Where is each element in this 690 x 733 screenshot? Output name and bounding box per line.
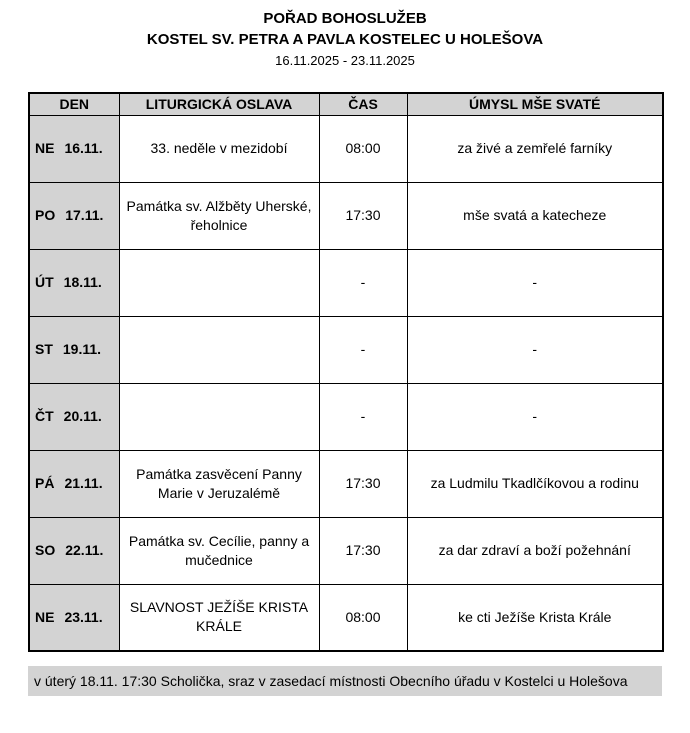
day-date: 23.11. bbox=[64, 608, 103, 625]
celebration-cell: SLAVNOST JEŽÍŠE KRISTA KRÁLE bbox=[119, 584, 319, 651]
intention-cell: - bbox=[407, 249, 663, 316]
column-header-time: ČAS bbox=[319, 93, 407, 115]
time-cell: 08:00 bbox=[319, 584, 407, 651]
day-date: 18.11. bbox=[63, 274, 102, 291]
table-row bbox=[29, 115, 663, 182]
celebration-cell bbox=[119, 249, 319, 316]
day-abbreviation: ST bbox=[35, 341, 53, 358]
day-abbreviation: ČT bbox=[35, 408, 54, 425]
celebration-cell: Památka sv. Alžběty Uherské, řeholnice bbox=[119, 182, 319, 249]
day-cell bbox=[29, 450, 119, 517]
day-abbreviation: ÚT bbox=[35, 274, 54, 291]
day-abbreviation: NE bbox=[35, 140, 55, 157]
time-cell: - bbox=[319, 316, 407, 383]
table-row bbox=[29, 316, 663, 383]
day-abbreviation: PO bbox=[35, 207, 56, 224]
time-cell: - bbox=[319, 249, 407, 316]
column-header-intention: ÚMYSL MŠE SVATÉ bbox=[407, 93, 663, 115]
footer-note: v úterý 18.11. 17:30 Scholička, sraz v zasedací místnosti Obecního úřadu v Kostelci u Holešova bbox=[28, 666, 662, 696]
intention-cell: mše svatá a katecheze bbox=[407, 182, 663, 249]
celebration-cell: 33. neděle v mezidobí bbox=[119, 115, 319, 182]
schedule-table bbox=[28, 92, 664, 652]
day-cell bbox=[29, 249, 119, 316]
intention-cell: - bbox=[407, 383, 663, 450]
day-cell bbox=[29, 517, 119, 584]
time-cell: 17:30 bbox=[319, 517, 407, 584]
table-row bbox=[29, 182, 663, 249]
day-date: 16.11. bbox=[64, 140, 103, 157]
day-date: 22.11. bbox=[65, 542, 104, 559]
day-date: 21.11. bbox=[64, 475, 103, 492]
page-title: POŘAD BOHOSLUŽEB bbox=[263, 10, 427, 27]
intention-cell: za Ludmilu Tkadlčíkovou a rodinu bbox=[407, 450, 663, 517]
celebration-cell: Památka zasvěcení Panny Marie v Jeruzalémě bbox=[119, 450, 319, 517]
column-header-celebration: LITURGICKÁ OSLAVA bbox=[119, 93, 319, 115]
time-cell: 08:00 bbox=[319, 115, 407, 182]
celebration-cell bbox=[119, 383, 319, 450]
table-row bbox=[29, 584, 663, 651]
intention-cell: za živé a zemřelé farníky bbox=[407, 115, 663, 182]
document-header bbox=[28, 8, 662, 68]
column-header-day: DEN bbox=[29, 93, 119, 115]
day-abbreviation: SO bbox=[35, 542, 56, 559]
table-row bbox=[29, 249, 663, 316]
day-cell bbox=[29, 316, 119, 383]
celebration-cell: Památka sv. Cecílie, panny a mučednice bbox=[119, 517, 319, 584]
day-cell bbox=[29, 383, 119, 450]
day-cell bbox=[29, 182, 119, 249]
table-row bbox=[29, 383, 663, 450]
day-abbreviation: NE bbox=[35, 608, 55, 625]
table-row bbox=[29, 517, 663, 584]
intention-cell: - bbox=[407, 316, 663, 383]
table-header-row bbox=[29, 93, 663, 115]
intention-cell: ke cti Ježíše Krista Krále bbox=[407, 584, 663, 651]
day-cell bbox=[29, 115, 119, 182]
date-range: 16.11.2025 - 23.11.2025 bbox=[275, 53, 415, 68]
day-abbreviation: PÁ bbox=[35, 475, 55, 492]
table-row bbox=[29, 450, 663, 517]
time-cell: - bbox=[319, 383, 407, 450]
time-cell: 17:30 bbox=[319, 182, 407, 249]
day-date: 20.11. bbox=[63, 408, 102, 425]
intention-cell: za dar zdraví a boží požehnání bbox=[407, 517, 663, 584]
day-cell bbox=[29, 584, 119, 651]
time-cell: 17:30 bbox=[319, 450, 407, 517]
day-date: 17.11. bbox=[65, 207, 104, 224]
celebration-cell bbox=[119, 316, 319, 383]
day-date: 19.11. bbox=[62, 341, 102, 358]
page-subtitle: KOSTEL SV. PETRA A PAVLA KOSTELEC U HOLEŠOVA bbox=[146, 31, 544, 48]
